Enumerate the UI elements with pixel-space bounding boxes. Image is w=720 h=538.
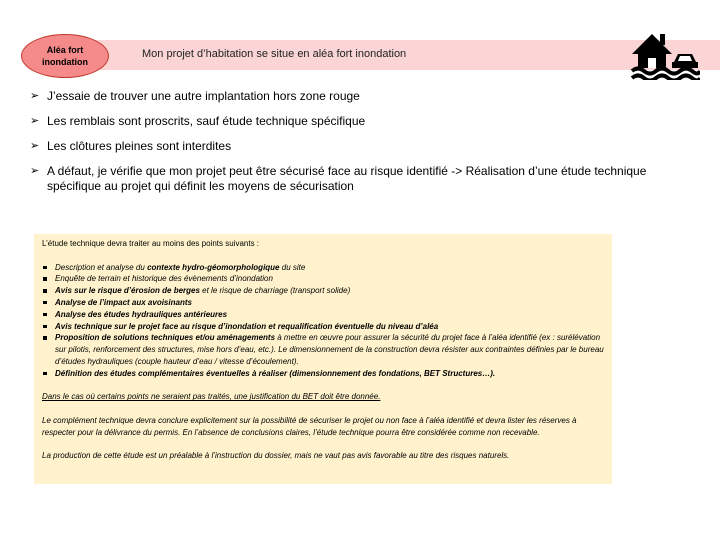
study-footer: La production de cette étude est un préalable à l’instruction du dossier, mais ne vaut pas avis favorable au titre des risques naturels.	[42, 451, 510, 461]
list-item: ➢ Les remblais sont proscrits, sauf étude technique spécifique	[30, 114, 366, 128]
study-item: Définition des études complémentaires éventuelles à réaliser (dimensionnement des fondations, BET Structures…).	[42, 368, 604, 380]
list-item: ➢ Les clôtures pleines sont interdites	[30, 139, 232, 153]
technical-study-box	[34, 234, 612, 484]
study-item: Avis technique sur le projet face au risque d’inondation et requalification éventuelle du niveau d’aléa	[42, 321, 604, 333]
arrow-bullet-icon: ➢	[30, 140, 40, 152]
study-item: Analyse de l’impact aux avoisinants	[42, 297, 604, 309]
study-item: Proposition de solutions techniques et/ou aménagements à mettre en œuvre pour assurer la sécurité du projet face à l’aléa identifié (ex : surélévation sur pilotis, renforcement des structures, mise hors d’eau, etc.). Le dimensionnement de la construction devra résister aux contraintes définies par le bureau d’études hydrauliques (couple hauteur d’eau / vitesse d’écoulement).	[42, 332, 604, 367]
badge-line-1: Aléa fort	[46, 45, 84, 55]
study-note: Dans le cas où certains points ne seraient pas traités, une justification du BET doit être donnée.	[42, 392, 381, 402]
hazard-badge	[21, 34, 109, 78]
study-item: Description et analyse du contexte hydro-géomorphologique du site	[42, 262, 604, 274]
arrow-bullet-icon: ➢	[30, 165, 40, 177]
list-item: ➢ A défaut, je vérifie que mon projet peut être sécurisé face au risque identifié -> Réalisation d’une étude technique spécifique au projet qui définit les moyens de sécurisation	[30, 164, 647, 193]
study-conclusion: Le complément technique devra conclure explicitement sur la possibilité de sécuriser le projet ou non face à l’aléa identifié et devra lister les réserves à respecter pour la délivrance du permis. En l’absence de conclusions claires, l’étude technique pourra être considérée comme non recevable.	[42, 415, 577, 437]
study-item: Analyse des études hydrauliques antérieures	[42, 309, 604, 321]
arrow-bullet-icon: ➢	[30, 115, 40, 127]
badge-line-2: inondation	[42, 57, 88, 67]
study-intro: L’étude technique devra traiter au moins des points suivants :	[42, 239, 260, 248]
study-item: Avis sur le risque d’érosion de berges et le risque de charriage (transport solide)	[42, 285, 604, 297]
list-item: ➢ J’essaie de trouver une autre implantation hors zone rouge	[30, 89, 360, 103]
study-item: Enquête de terrain et historique des évènements d’inondation	[42, 273, 604, 285]
page-title: Mon projet d’habitation se situe en aléa fort inondation	[142, 48, 407, 60]
study-points	[42, 262, 604, 380]
flood-house-car-icon	[630, 28, 700, 80]
bullet-list	[30, 89, 670, 204]
arrow-bullet-icon: ➢	[30, 90, 40, 102]
